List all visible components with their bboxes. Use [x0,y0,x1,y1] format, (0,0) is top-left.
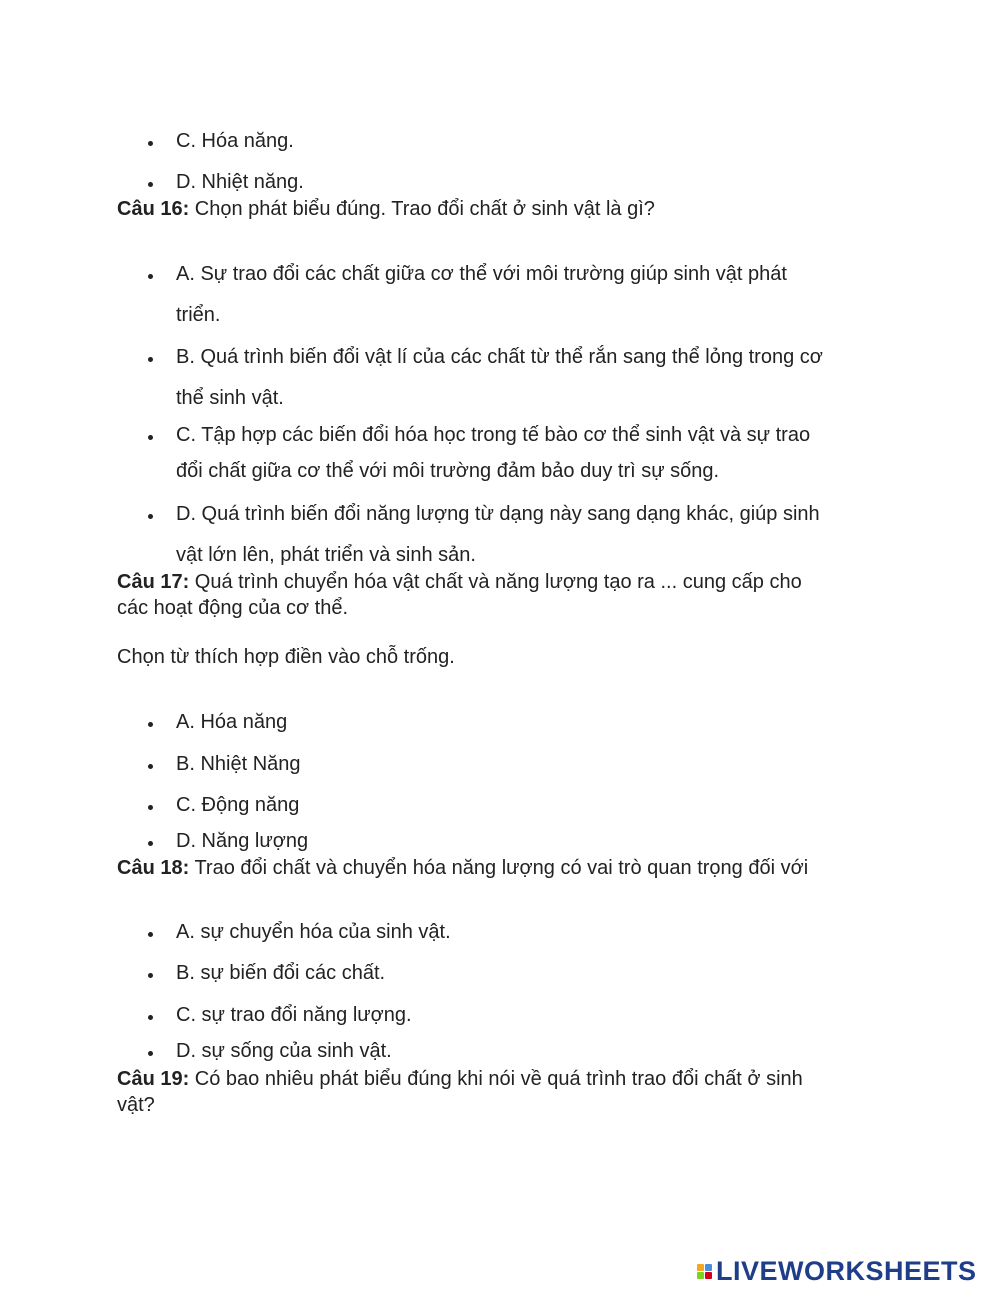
option-d-line2: vật lớn lên, phát triển và sinh sản. [176,544,476,566]
question-text: Trao đổi chất và chuyển hóa năng lượng có vai trò quan trọng đối với [189,857,809,879]
option-d-line1: D. Quá trình biến đổi năng lượng từ dạng này sang dạng khác, giúp sinh [176,503,820,525]
question-label: Câu 17: [117,571,190,593]
liveworksheets-logo[interactable] [697,1257,977,1285]
question-17-line2: các hoạt động của cơ thể. [117,597,349,619]
option-b: B. sự biến đổi các chất. [176,962,386,984]
bullet [148,805,153,810]
bullet [148,973,153,978]
option-d: D. Nhiệt năng. [176,171,304,193]
question-19-line2: vật? [117,1094,155,1116]
option-b: B. Nhiệt Năng [176,753,301,775]
question-17 [117,570,802,594]
bullet [148,274,153,279]
question-label: Câu 18: [117,857,190,879]
option-a: A. Hóa năng [176,711,288,733]
bullet [148,764,153,769]
bullet [148,514,153,519]
bullet [148,1051,153,1056]
option-c: C. sự trao đổi năng lượng. [176,1004,412,1026]
bullet [148,182,153,187]
question-19 [117,1067,803,1091]
question-text: Chọn phát biểu đúng. Trao đổi chất ở sinh vật là gì? [189,198,655,220]
option-a-line2: triển. [176,304,221,326]
option-c-line1: C. Tập hợp các biến đổi hóa học trong tế bào cơ thể sinh vật và sự trao [176,424,811,446]
question-label: Câu 16: [117,198,190,220]
option-c-line2: đổi chất giữa cơ thể với môi trường đảm bảo duy trì sự sống. [176,460,720,482]
option-a-line1: A. Sự trao đổi các chất giữa cơ thể với môi trường giúp sinh vật phát [176,263,787,285]
question-18 [117,856,808,880]
bullet [148,1015,153,1020]
question-17-instruction: Chọn từ thích hợp điền vào chỗ trống. [117,646,455,668]
bullet [148,141,153,146]
option-d: D. Năng lượng [176,830,309,852]
bullet [148,932,153,937]
question-text: Có bao nhiêu phát biểu đúng khi nói về quá trình trao đổi chất ở sinh [189,1068,803,1090]
option-b-line2: thể sinh vật. [176,387,284,409]
bullet [148,841,153,846]
question-text: Quá trình chuyển hóa vật chất và năng lượng tạo ra ... cung cấp cho [189,571,802,593]
brand-name: LIVEWORKSHEETS [716,1255,977,1286]
option-d: D. sự sống của sinh vật. [176,1040,392,1062]
question-16 [117,197,655,221]
option-b-line1: B. Quá trình biến đổi vật lí của các chất từ thể rắn sang thể lỏng trong cơ [176,346,823,368]
liveworksheets-logo-icon [697,1264,712,1279]
question-label: Câu 19: [117,1068,190,1090]
bullet [148,722,153,727]
option-c: C. Hóa năng. [176,130,294,152]
option-a: A. sự chuyển hóa của sinh vật. [176,921,451,943]
bullet [148,435,153,440]
option-c: C. Động năng [176,794,300,816]
bullet [148,357,153,362]
